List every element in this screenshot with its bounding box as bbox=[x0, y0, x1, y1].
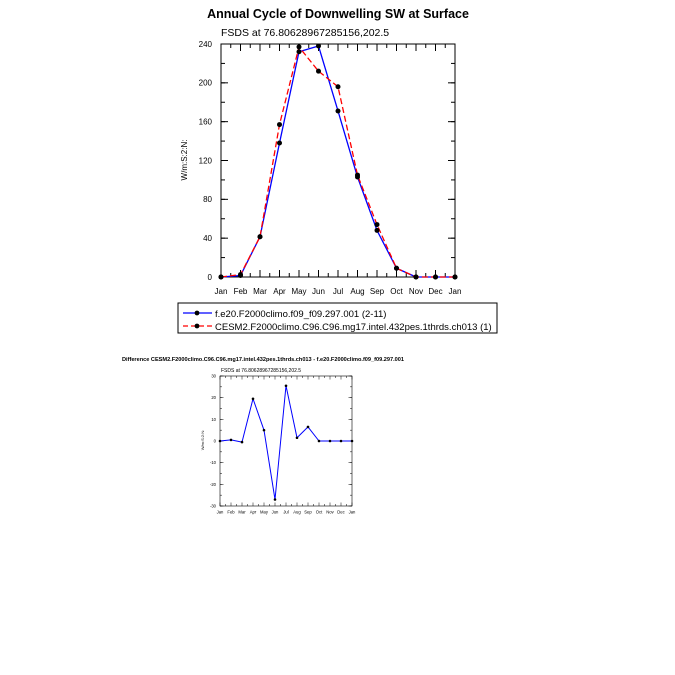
diff-series-line-0 bbox=[220, 386, 352, 500]
diff-chart-subtitle: FSDS at 76.80628967285156,202.5 bbox=[221, 368, 302, 374]
diff-chart-title: Difference CESM2.F2000climo.C96.C96.mg17.intel.432pes.1thrds.ch013 - f.e20.F2000climo.f09_f09.297.001 bbox=[122, 357, 405, 363]
y-tick-label: 80 bbox=[203, 195, 212, 205]
y-tick-label: 40 bbox=[203, 233, 212, 243]
diff-y-tick-label: -30 bbox=[209, 503, 216, 509]
diff-data-point bbox=[263, 429, 266, 432]
diff-x-tick-label: May bbox=[260, 509, 268, 515]
series-line-0 bbox=[221, 46, 455, 277]
x-tick-label: Mar bbox=[253, 287, 267, 296]
diff-x-tick-label: Nov bbox=[326, 509, 334, 515]
data-point bbox=[277, 122, 282, 127]
x-tick-label: Sep bbox=[369, 287, 385, 296]
diff-y-tick-label: 10 bbox=[211, 416, 216, 422]
diff-x-tick-label: Jul bbox=[283, 509, 289, 515]
legend-marker-red bbox=[195, 324, 200, 329]
data-point bbox=[277, 141, 282, 146]
y-tick-label: 160 bbox=[198, 117, 212, 127]
data-point bbox=[316, 69, 321, 74]
y-tick-label: 240 bbox=[198, 39, 212, 49]
diff-data-point bbox=[230, 439, 233, 442]
diff-data-point bbox=[252, 397, 255, 400]
diff-y-tick-label: 0 bbox=[213, 438, 216, 444]
diff-data-point bbox=[340, 440, 343, 443]
data-point bbox=[394, 266, 399, 271]
data-point bbox=[219, 275, 224, 280]
legend-marker-blue bbox=[195, 311, 200, 316]
plot-frame bbox=[221, 44, 455, 277]
diff-data-point bbox=[296, 436, 299, 439]
x-tick-label: Dec bbox=[428, 287, 443, 296]
y-tick-label: 120 bbox=[198, 156, 212, 166]
y-tick-label: 0 bbox=[207, 272, 212, 282]
x-tick-label: May bbox=[291, 287, 307, 296]
data-point bbox=[258, 234, 263, 239]
y-tick-label: 200 bbox=[198, 78, 212, 88]
diff-data-point bbox=[274, 498, 277, 501]
data-point bbox=[375, 228, 380, 233]
diff-x-tick-label: Jun bbox=[271, 509, 279, 515]
x-tick-label: Jun bbox=[312, 287, 325, 296]
x-tick-label: Jul bbox=[332, 287, 344, 296]
diff-data-point bbox=[285, 384, 288, 387]
data-point bbox=[238, 272, 243, 277]
x-tick-label: Apr bbox=[273, 287, 286, 296]
legend-label-red: CESM2.F2000climo.C96.C96.mg17.intel.432pes.1thrds.ch013 (1) bbox=[215, 322, 492, 333]
data-point bbox=[336, 84, 341, 89]
bottom-plot-area bbox=[210, 373, 356, 514]
diff-x-tick-label: Dec bbox=[337, 509, 345, 515]
x-tick-label: Jan bbox=[214, 287, 228, 296]
series-line-1 bbox=[221, 47, 455, 277]
diff-x-tick-label: Mar bbox=[238, 509, 246, 515]
data-point bbox=[316, 43, 321, 48]
data-point bbox=[375, 222, 380, 227]
data-point bbox=[453, 275, 458, 280]
chart-title: Annual Cycle of Downwelling SW at Surface bbox=[207, 7, 469, 21]
diff-data-point bbox=[351, 440, 354, 443]
data-point bbox=[414, 275, 419, 280]
diff-x-tick-label: Apr bbox=[249, 509, 257, 515]
diff-y-tick-label: 30 bbox=[211, 373, 216, 379]
diff-data-point bbox=[318, 440, 321, 443]
data-point bbox=[336, 108, 341, 113]
top-plot-area bbox=[199, 40, 462, 296]
data-point bbox=[355, 173, 360, 178]
diff-x-tick-label: Jan bbox=[348, 509, 356, 515]
diff-y-tick-label: 20 bbox=[211, 395, 216, 401]
data-point bbox=[297, 49, 302, 54]
data-point bbox=[297, 44, 302, 49]
x-tick-label: Jan bbox=[448, 287, 462, 296]
x-tick-label: Nov bbox=[408, 287, 424, 296]
diff-x-tick-label: Feb bbox=[227, 509, 235, 515]
x-tick-label: Oct bbox=[390, 287, 403, 296]
diff-y-axis-label: W/m:S:2:N: bbox=[200, 429, 205, 451]
diff-data-point bbox=[307, 426, 310, 429]
diff-data-point bbox=[241, 441, 244, 444]
chart-subtitle: FSDS at 76.80628967285156,202.5 bbox=[221, 27, 390, 39]
diff-x-tick-label: Oct bbox=[315, 509, 323, 515]
y-axis-label: W/m:S:2:N: bbox=[180, 139, 189, 181]
legend-label-blue: f.e20.F2000climo.f09_f09.297.001 (2-11) bbox=[215, 309, 387, 320]
x-tick-label: Feb bbox=[233, 287, 248, 296]
data-point bbox=[433, 275, 438, 280]
diff-x-tick-label: Jan bbox=[216, 509, 224, 515]
diff-x-tick-label: Aug bbox=[293, 509, 301, 515]
x-tick-label: Aug bbox=[350, 287, 365, 296]
diff-data-point bbox=[219, 440, 222, 443]
diff-x-tick-label: Sep bbox=[304, 509, 312, 515]
legend bbox=[178, 303, 497, 333]
diff-y-tick-label: -20 bbox=[209, 481, 216, 487]
diff-y-tick-label: -10 bbox=[209, 460, 216, 466]
diff-data-point bbox=[329, 440, 332, 443]
